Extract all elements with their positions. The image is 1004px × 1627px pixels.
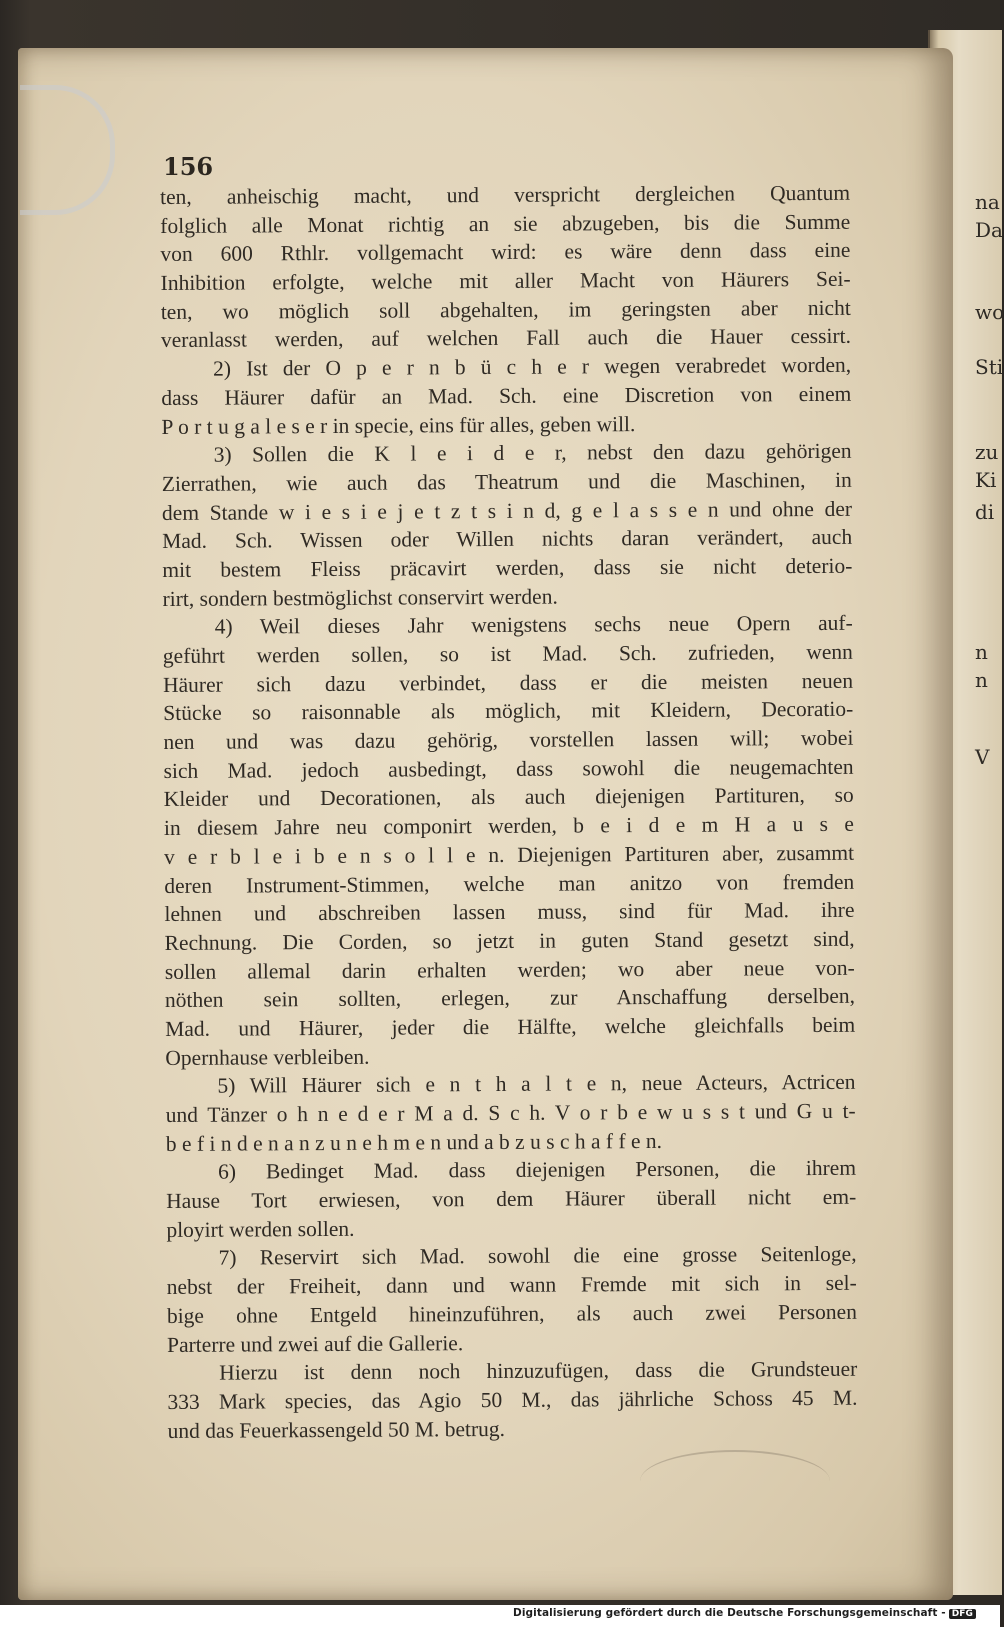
text-line: v e r b l e i b e n s o l l e n. Diejenigen Partituren aber, zusammt bbox=[164, 840, 855, 869]
text-line: Zierrathen, wie auch das Theatrum und die Maschinen, in bbox=[161, 467, 852, 496]
text-line: Mad. und Häurer, jeder die Hälfte, welche gleichfalls beim bbox=[165, 1012, 856, 1041]
text-line: Opernhause verbleiben. bbox=[165, 1044, 370, 1070]
page-number: 156 bbox=[163, 152, 214, 181]
text-line: 7) Reservirt sich Mad. sowohl die eine grosse Seitenloge, bbox=[218, 1242, 857, 1271]
edge-fragment: Sti bbox=[975, 355, 1004, 379]
edge-fragment: n bbox=[975, 640, 988, 664]
text-line: 2) Ist der O p e r n b ü c h e r wegen verabredet worden, bbox=[213, 352, 852, 381]
text-line: lehnen und abschreiben lassen muss, sind für Mad. ihre bbox=[164, 897, 855, 927]
text-line: nebst der Freiheit, dann und wann Fremde mit sich in sel- bbox=[166, 1270, 857, 1300]
digitization-credit bbox=[507, 1605, 982, 1621]
text-line: ployirt werden sollen. bbox=[166, 1216, 355, 1242]
scan-artifact bbox=[640, 1450, 830, 1512]
text-line: Hierzu ist denn noch hinzuzufügen, dass die Grundsteuer bbox=[219, 1356, 858, 1385]
text-line: b e f i n d e n a n z u n e h m e n und a b z u s c h a f f e n. bbox=[165, 1128, 663, 1156]
text-line: geführt werden sollen, so ist Mad. Sch. zufrieden, wenn bbox=[162, 639, 853, 668]
text-line: Inhibition erfolgte, welche mit aller Macht von Häurers Sei- bbox=[160, 266, 851, 296]
text-line: sollen allemal darin erhalten werden; wo aber neue von- bbox=[164, 955, 855, 984]
text-line: bige ohne Entgeld hineinzuführen, als auch zwei Personen bbox=[166, 1299, 857, 1328]
text-line: dem Stande w i e s i e j e t z t s i n d, g e l a s s e n und ohne der bbox=[161, 496, 853, 525]
text-line: folglich alle Monat richtig an sie abzugeben, bis die Summe bbox=[160, 209, 851, 238]
edge-fragment: n bbox=[975, 668, 988, 692]
text-line: Hause Tort erwiesen, von dem Häurer überall nicht em- bbox=[166, 1184, 857, 1214]
edge-fragment: V bbox=[975, 745, 990, 769]
edge-fragment: Da bbox=[975, 218, 1003, 242]
text-line: Häurer sich dazu verbindet, dass er die meisten neuen bbox=[162, 668, 854, 697]
text-line: Rechnung. Die Corden, so jetzt in guten Stand gesetzt sind, bbox=[164, 926, 855, 955]
text-line: von 600 Rthlr. vollgemacht wird: es wäre denn dass eine bbox=[160, 238, 851, 267]
edge-fragment: na bbox=[975, 190, 1000, 214]
text-line: Stücke so raisonnable als möglich, mit Kleidern, Decoratio- bbox=[163, 697, 854, 726]
text-line: Mad. Sch. Wissen oder Willen nichts daran verändert, auch bbox=[162, 525, 853, 554]
text-line: 4) Weil dieses Jahr wenigstens sechs neue Opern auf- bbox=[214, 611, 853, 639]
edge-fragment: zu bbox=[975, 440, 999, 464]
credit-text: Digitalisierung gefördert durch die Deutsche Forschungsgemeinschaft - bbox=[513, 1607, 946, 1619]
text-line: Kleider und Decorationen, als auch diejenigen Partituren, so bbox=[163, 783, 854, 812]
text-line: in diesem Jahre neu componirt werden, b e i d e m H a u s e bbox=[163, 811, 855, 841]
text-line: und Tänzer o h n e d e r M a d. S c h. V o r b e w u s s t und G u t- bbox=[165, 1098, 856, 1127]
text-line: dass Häurer dafür an Mad. Sch. eine Discretion von einem bbox=[161, 381, 852, 410]
text-line: Parterre und zwei auf die Gallerie. bbox=[167, 1330, 464, 1357]
text-line: rirt, sondern bestmöglichst conservirt werden. bbox=[162, 584, 558, 611]
body-text bbox=[160, 179, 858, 1445]
text-line: nöthen sein sollten, erlegen, zur Anschaffung derselben, bbox=[164, 984, 856, 1013]
dfg-logo-icon: DFG bbox=[949, 1609, 976, 1619]
text-line: 5) Will Häurer sich e n t h a l t e n, neue Acteurs, Actricen bbox=[217, 1070, 856, 1098]
text-line: nen und was dazu gehörig, vorstellen lassen will; wobei bbox=[163, 725, 854, 755]
edge-fragment: Ki bbox=[975, 468, 997, 492]
text-line: deren Instrument-Stimmen, welche man anitzo von fremden bbox=[164, 869, 855, 898]
text-line: sich Mad. jedoch ausbedingt, dass sowohl die neugemachten bbox=[163, 754, 854, 783]
text-line: 333 Mark species, das Agio 50 M., das jährliche Schoss 45 M. bbox=[167, 1385, 858, 1414]
text-line: mit bestem Fleiss präcavirt werden, dass sie nicht deterio- bbox=[162, 553, 853, 582]
text-line: 3) Sollen die K l e i d e r, nebst den dazu gehörigen bbox=[213, 438, 852, 467]
edge-fragment: di bbox=[975, 500, 995, 524]
text-line: 6) Bedinget Mad. dass diejenigen Personen, die ihrem bbox=[217, 1156, 857, 1185]
text-line: ten, wo möglich soll abgehalten, im geringsten aber nicht bbox=[160, 295, 851, 324]
text-line: und das Feuerkassengeld 50 M. betrug. bbox=[167, 1416, 506, 1443]
text-line: veranlasst werden, auf welchen Fall auch die Hauer cessirt. bbox=[160, 324, 852, 353]
edge-fragment: wo bbox=[975, 300, 1004, 324]
text-line: ten, anheischig macht, und verspricht dergleichen Quantum bbox=[160, 180, 851, 209]
text-line: P o r t u g a l e s e r in specie, eins für alles, geben will. bbox=[161, 411, 636, 439]
